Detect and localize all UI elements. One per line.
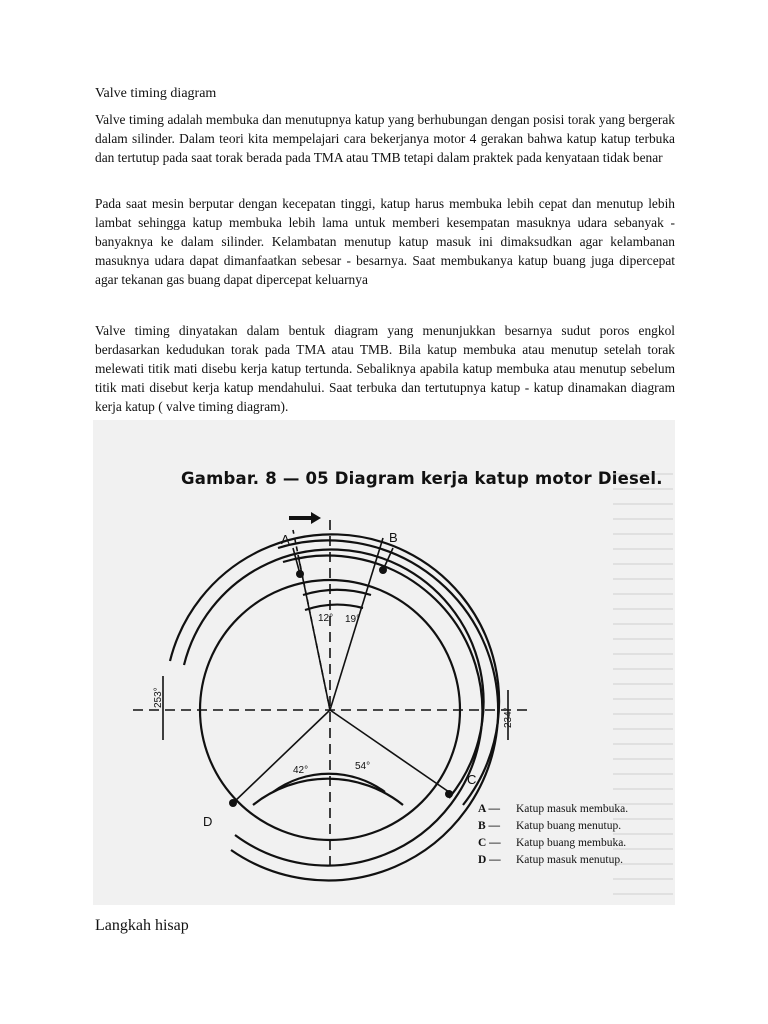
point-a <box>296 570 304 578</box>
legend-a: A — Katup masuk membuka. <box>478 803 629 815</box>
section-heading: Langkah hisap <box>95 917 189 934</box>
point-b <box>379 566 387 574</box>
angle-54: 54° <box>355 761 371 772</box>
angle-19: 19° <box>345 614 361 625</box>
point-d <box>229 799 237 807</box>
angle-234: 234° <box>503 707 514 728</box>
label-a: A <box>281 532 290 547</box>
paragraph-2: Pada saat mesin berputar dengan kecepatan tinggi, katup harus membuka lebih cepat dan menutup lebih lambat sehingga katup membuka lebih lama untuk memberi kesempatan masuknya udara sebanyak - banyaknya ke dalam silinder. Kelambatan menutup katup masuk ini dimaksudkan agar kelambanan masuknya udara dapat dimanfaatkan sebesar - besarnya. Saat membukanya katup buang juga dipercepat agar tekanan gas buang dapat dipercepat keluarnya <box>95 196 675 287</box>
label-b: B <box>389 530 398 545</box>
arc-42-54-outer <box>253 779 403 805</box>
valve-timing-figure <box>93 420 675 905</box>
angle-12: 12° <box>318 613 334 624</box>
intake-ring-inner <box>184 550 484 798</box>
page-title: Valve timing diagram <box>95 86 217 101</box>
radial-d <box>233 710 330 803</box>
arc-42-54-inner <box>273 774 385 792</box>
label-d: D <box>203 814 213 829</box>
legend-b: B — Katup buang menutup. <box>478 820 622 832</box>
rotation-arrow-icon <box>289 512 321 524</box>
paragraph-1: Valve timing adalah membuka dan menutupnya katup yang berhubungan dengan posisi torak yang bergerak dalam silinder. Dalam teori kita mempelajari cara bekerjanya motor 4 gerakan bahwa katup katup terbuka dan tertutup pada saat torak berada pada TMA atau TMB tetapi dalam praktek pada kenyataan tidak benar <box>95 112 675 165</box>
angle-253: 253° <box>153 687 164 708</box>
paragraph-3: Valve timing dinyatakan dalam bentuk diagram yang menunjukkan besarnya sudut poros engkol berdasarkan kedudukan torak pada TMA atau TMB. Bila katup membuka atau menutup setelah torak melewati titik mati disebu kerja katup tertunda. Sebaliknya apabila katup membuka atau menutup sebelum titik mati disebut kerja katup mendahului. Saat terbuka dan tertutupnya katup - katup dinamakan diagram kerja katup ( valve timing diagram). <box>95 323 675 414</box>
arc-12-19 <box>305 605 363 610</box>
valve-timing-diagram <box>93 420 675 905</box>
label-c: C <box>467 772 477 787</box>
figure-title: Gambar. 8 — 05 Diagram kerja katup motor Diesel. <box>181 469 663 488</box>
legend-d: D — Katup masuk menutup. <box>478 854 623 866</box>
intake-ring-outer <box>170 534 499 805</box>
legend-c: C — Katup buang membuka. <box>478 837 627 849</box>
radial-a <box>298 555 330 710</box>
angle-42: 42° <box>293 765 309 776</box>
point-c <box>445 790 453 798</box>
